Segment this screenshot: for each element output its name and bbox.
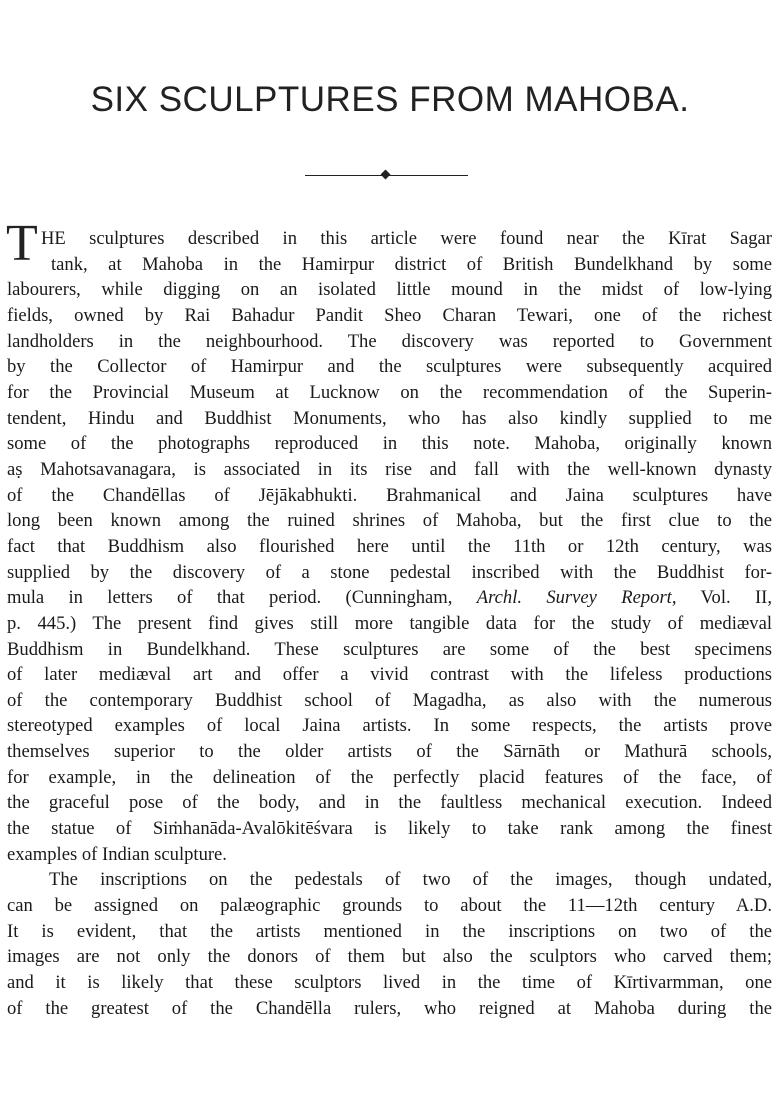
text-line: fact that Buddhism also flourished here until the 11th or 12th century, was [7,535,772,557]
text-line: some of the photographs reproduced in this note. Mahoba, originally known [7,433,772,455]
text-line: of the greatest of the Chandēlla rulers, who reigned at Mahoba during the [7,997,772,1019]
page-title: SIX SCULPTURES FROM MAHOBA. [90,80,690,119]
text-line: HE sculptures described in this article were found near the Kīrat Sagar [41,228,772,249]
text-line: of the contemporary Buddhist school of Magadha, as also with the numerous [7,689,772,711]
text-line: can be assigned on palæographic grounds to about the 11—12th century A.D. [7,895,772,917]
text-line: by the Collector of Hamirpur and the sculptures were subsequently acquired [7,356,772,378]
text-line: It is evident, that the artists mentioned in the inscriptions on two of the [7,920,772,942]
text-line: examples of Indian sculpture. [7,843,227,865]
text-line: of the Chandēllas of Jējākabhukti. Brahmanical and Jaina sculptures have [7,484,772,506]
text-line: for the Provincial Museum at Lucknow on the recommendation of the Superin- [7,381,772,403]
text-line: for example, in the delineation of the perfectly placid features of the face, of [7,766,772,788]
text-line: fields, owned by Rai Bahadur Pandit Sheo Charan Tewari, one of the richest [7,304,772,326]
citation-title: Archl. Survey Report [476,587,672,609]
text-line: tank, at Mahoba in the Hamirpur district of British Bundelkhand by some [51,253,772,275]
text-line: of later mediæval art and offer a vivid contrast with the lifeless productions [7,664,772,686]
text-line: labourers, while digging on an isolated little mound in the midst of low-lying [7,279,772,301]
text-line: supplied by the discovery of a stone pedestal inscribed with the Buddhist for- [7,561,772,583]
text-line: The inscriptions on the pedestals of two of the images, though undated, [49,869,772,891]
text-line: and it is likely that these sculptors lived in the time of Kīrtivarmman, one [7,972,772,994]
text-line: themselves superior to the older artists of the Sārnāth or Mathurā schools, [7,741,772,763]
text-line: tendent, Hindu and Buddhist Monuments, who has also kindly supplied to me [7,407,772,429]
text-line [7,585,772,611]
text-line: images are not only the donors of them but also the sculptors who carved them; [7,946,772,968]
text-line: landholders in the neighbourhood. The discovery was reported to Government [7,330,772,352]
drop-cap: T [6,215,38,272]
text-line: aṣ Mahotsavanagara, is associated in its rise and fall with the well-known dynasty [7,458,772,480]
text-line: Buddhism in Bundelkhand. These sculptures are some of the best specimens [7,638,772,660]
text-line: long been known among the ruined shrines of Mahoba, but the first clue to the [7,510,772,532]
line-text: mula in letters of that period. (Cunningham, [7,587,477,609]
text-line: the graceful pose of the body, and in the faultless mechanical execution. Indeed [7,792,772,814]
text-line: p. 445.) The present find gives still more tangible data for the study of mediæval [7,612,772,634]
line-text: , Vol. II, [671,587,772,609]
divider-ornament [381,170,391,180]
text-line: the statue of Siṁhanāda-Avalōkitēśvara is likely to take rank among the finest [7,818,772,840]
article-body [7,226,772,1021]
text-line: stereotyped examples of local Jaina artists. In some respects, the artists prove [7,715,772,737]
